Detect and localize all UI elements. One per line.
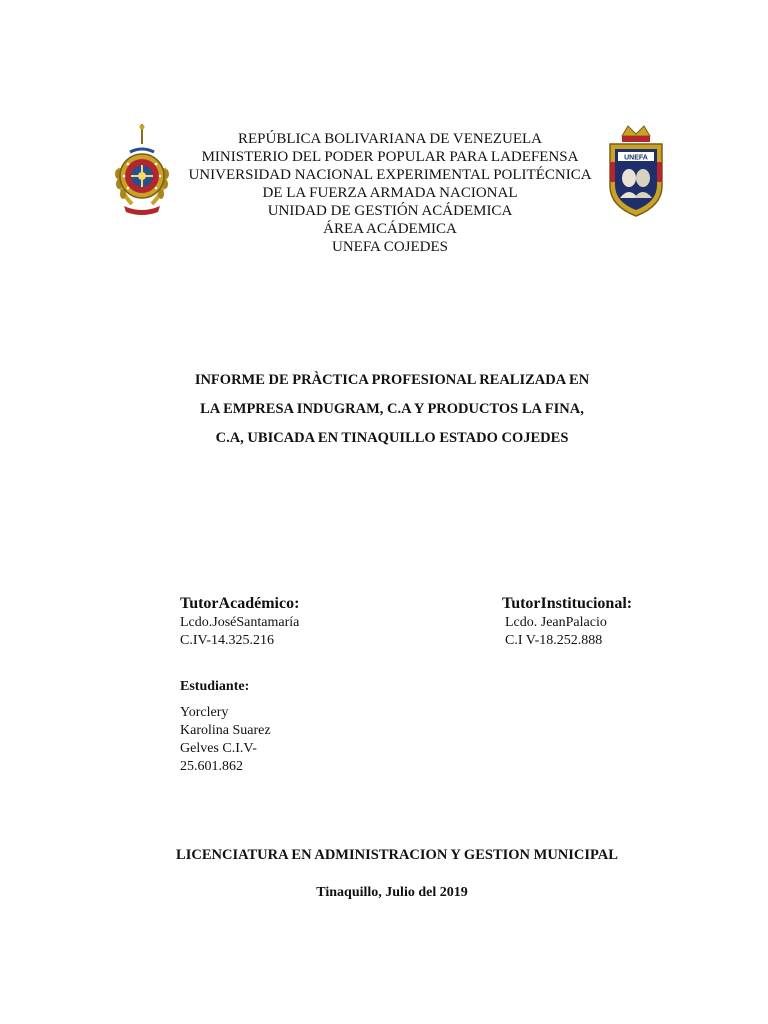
academic-tutor-name: Lcdo.JoséSantamaría: [180, 615, 300, 630]
report-title: [150, 366, 634, 453]
student-line-3: Gelves C.I.V-: [180, 741, 257, 756]
header-line-campus: UNEFA COJEDES: [332, 239, 448, 255]
header-line-management-unit: UNIDAD DE GESTIÓN ACÁDEMICA: [267, 203, 513, 219]
report-title-line-1: INFORME DE PRÀCTICA PROFESIONAL REALIZADA EN: [194, 372, 590, 388]
place-and-date: Tinaquillo, Julio del 2019: [316, 885, 468, 900]
institutional-tutor-heading: TutorInstitucional:: [502, 595, 633, 612]
unefa-shield-logo: [606, 122, 666, 218]
armed-forces-emblem-logo: [110, 122, 174, 218]
academic-tutor-heading: TutorAcadémico:: [180, 595, 300, 612]
academic-tutor-id: C.IV-14.325.216: [180, 633, 274, 648]
unefa-logo-text: UNEFA: [624, 154, 648, 162]
institution-header: [180, 130, 600, 256]
institutional-tutor-id: C.I V-18.252.888: [505, 633, 603, 648]
header-line-country: REPÚBLICA BOLIVARIANA DE VENEZUELA: [237, 131, 543, 147]
student-block: [180, 678, 380, 776]
academic-tutor-block: [180, 594, 440, 650]
report-title-line-3: C.A, UBICADA EN TINAQUILLO ESTADO COJEDES: [215, 430, 569, 446]
header-line-academic-area: ÁREA ACÁDEMICA: [323, 221, 457, 237]
student-line-2: Karolina Suarez: [180, 723, 271, 738]
report-title-line-2: LA EMPRESA INDUGRAM, C.A Y PRODUCTOS LA FINA,: [200, 401, 584, 417]
student-heading: Estudiante:: [180, 679, 250, 694]
institutional-tutor-block: [502, 594, 702, 650]
institutional-tutor-name: Lcdo. JeanPalacio: [505, 615, 607, 630]
header-line-university: UNIVERSIDAD NACIONAL EXPERIMENTAL POLITÉCNICA: [188, 167, 592, 183]
header-line-ministry: MINISTERIO DEL PODER POPULAR PARA LADEFENSA: [201, 149, 579, 165]
header-line-armed-forces: DE LA FUERZA ARMADA NACIONAL: [262, 185, 518, 201]
student-line-4: 25.601.862: [180, 759, 243, 774]
student-line-1: Yorclery: [180, 705, 229, 720]
degree-program: LICENCIATURA EN ADMINISTRACION Y GESTION MUNICIPAL: [176, 847, 618, 863]
